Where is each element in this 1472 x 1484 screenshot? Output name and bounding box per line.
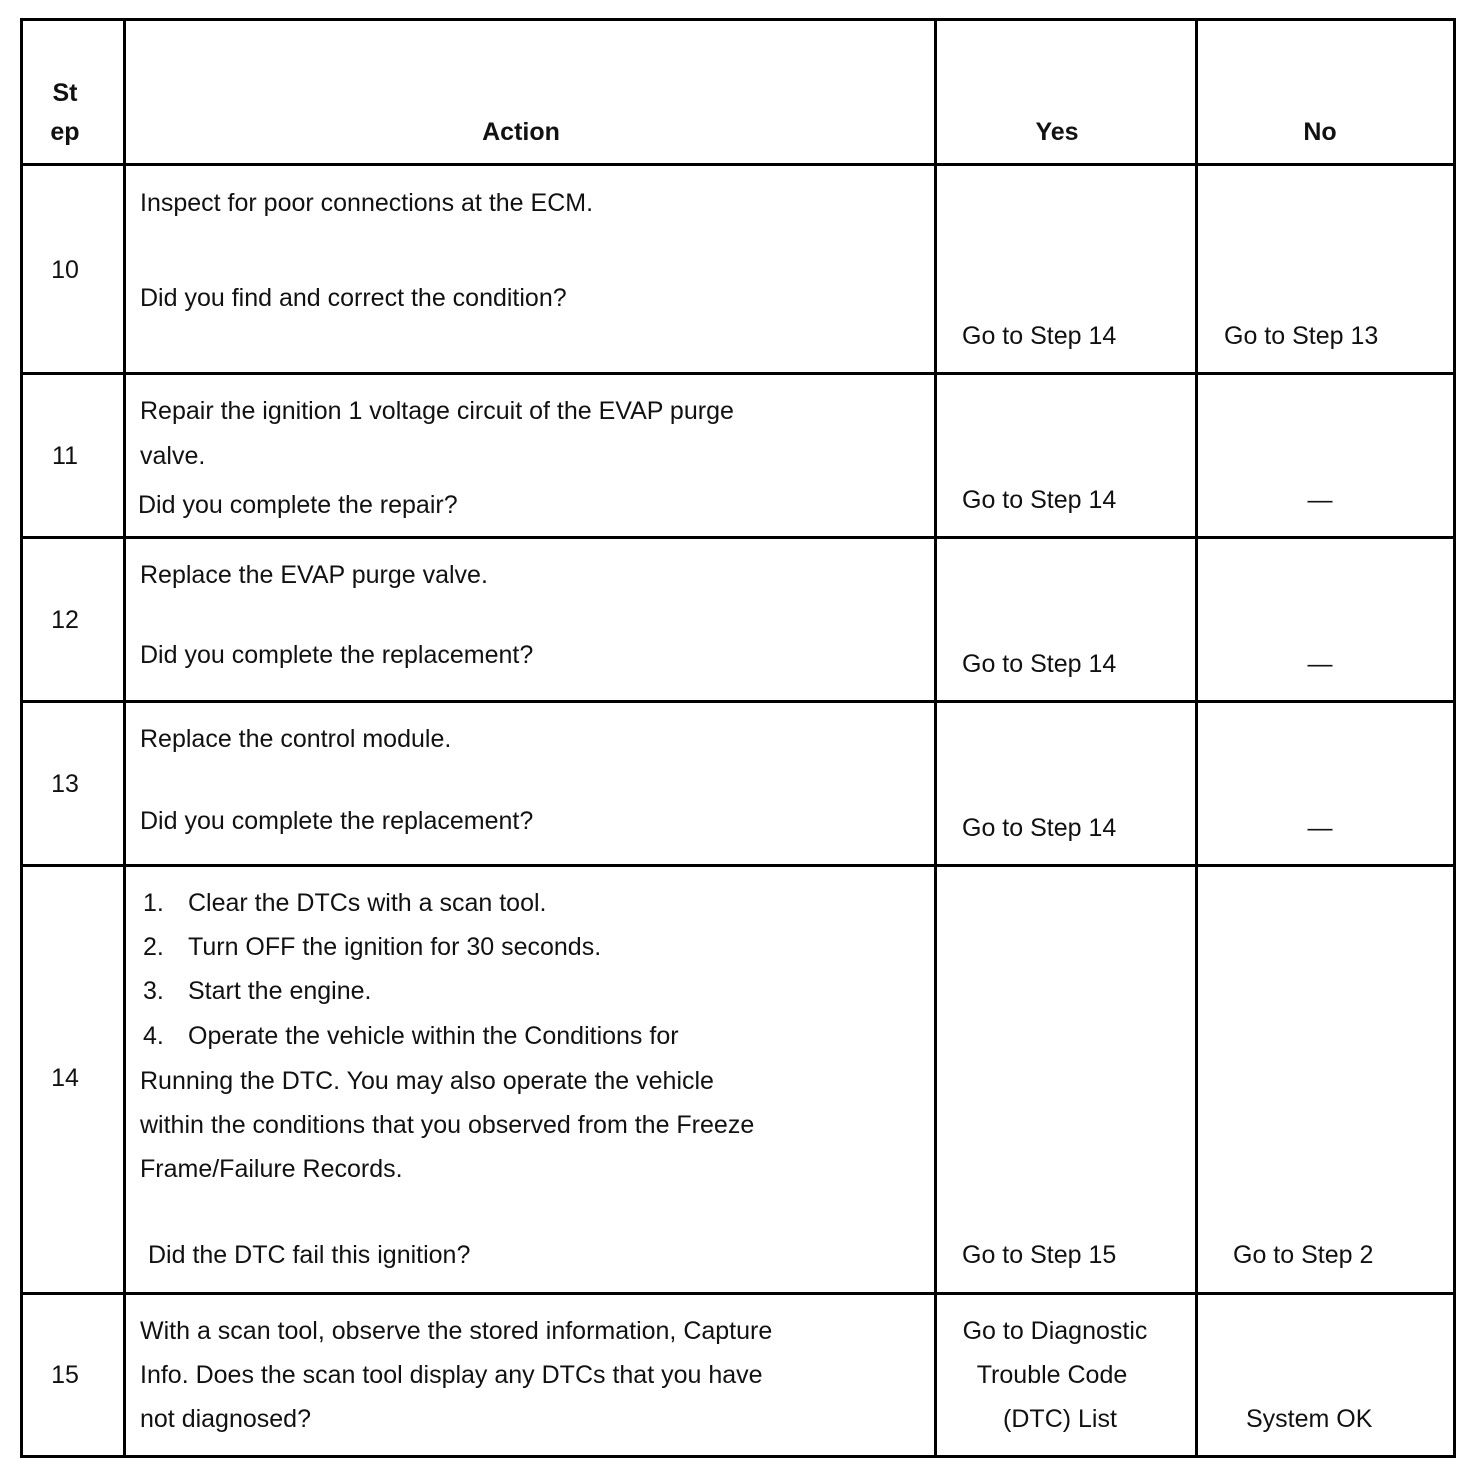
action-question: Did you complete the repair? — [138, 491, 458, 519]
no-result: Go to Step 2 — [1233, 1241, 1374, 1269]
yes-result: Go to Step 14 — [962, 322, 1117, 350]
step-number: 10 — [51, 256, 79, 284]
list-number: 2. — [143, 933, 164, 961]
no-result: System OK — [1246, 1405, 1373, 1433]
list-number: 3. — [143, 977, 164, 1005]
header-yes: Yes — [1035, 118, 1079, 146]
header-no: No — [1303, 118, 1337, 146]
header-step-line1: St — [52, 79, 78, 107]
step-number: 13 — [51, 770, 79, 798]
action-question: Did you find and correct the condition? — [140, 284, 567, 312]
row-divider — [23, 163, 1453, 166]
row-divider — [23, 700, 1453, 703]
action-text: Info. Does the scan tool display any DTCs that you have — [140, 1361, 763, 1389]
list-number: 1. — [143, 889, 164, 917]
step-number: 11 — [52, 442, 78, 470]
no-result: — — [1307, 814, 1333, 842]
yes-result: Go to Step 14 — [962, 650, 1117, 678]
step-number: 15 — [51, 1361, 79, 1389]
list-number: 4. — [143, 1022, 164, 1050]
column-divider — [123, 21, 126, 1455]
list-item: Start the engine. — [188, 977, 372, 1005]
action-text: With a scan tool, observe the stored information, Capture — [140, 1317, 773, 1345]
column-divider — [1195, 21, 1198, 1455]
action-text: Inspect for poor connections at the ECM. — [140, 189, 594, 217]
action-text: valve. — [140, 442, 206, 470]
list-item: Turn OFF the ignition for 30 seconds. — [188, 933, 602, 961]
list-item: Clear the DTCs with a scan tool. — [188, 889, 547, 917]
list-item: Operate the vehicle within the Conditions for — [188, 1022, 679, 1050]
yes-result-line: Go to Diagnostic — [962, 1317, 1148, 1345]
row-divider — [23, 536, 1453, 539]
yes-result-line: (DTC) List — [1003, 1405, 1117, 1433]
header-step-line2: ep — [50, 118, 80, 146]
no-result: Go to Step 13 — [1224, 322, 1379, 350]
no-result: — — [1307, 650, 1333, 678]
list-item-continuation: within the conditions that you observed from the Freeze — [140, 1111, 755, 1139]
yes-result: Go to Step 14 — [962, 814, 1117, 842]
action-text: Replace the control module. — [140, 725, 452, 753]
action-question: Did you complete the replacement? — [140, 641, 534, 669]
list-item-continuation: Frame/Failure Records. — [140, 1155, 403, 1183]
action-text: Replace the EVAP purge valve. — [140, 561, 488, 589]
action-question: Did the DTC fail this ignition? — [148, 1241, 471, 1269]
row-divider — [23, 372, 1453, 375]
row-divider — [23, 1292, 1453, 1295]
yes-result-line: Trouble Code — [976, 1361, 1128, 1389]
step-number: 14 — [51, 1064, 79, 1092]
column-divider — [934, 21, 937, 1455]
action-question: not diagnosed? — [140, 1405, 311, 1433]
yes-result: Go to Step 14 — [962, 486, 1117, 514]
yes-result: Go to Step 15 — [962, 1241, 1117, 1269]
action-text: Repair the ignition 1 voltage circuit of the EVAP purge — [140, 397, 734, 425]
header-action: Action — [482, 118, 560, 146]
action-question: Did you complete the replacement? — [140, 807, 534, 835]
no-result: — — [1307, 486, 1333, 514]
step-number: 12 — [51, 606, 79, 634]
row-divider — [23, 864, 1453, 867]
list-item-continuation: Running the DTC. You may also operate the vehicle — [140, 1067, 714, 1095]
